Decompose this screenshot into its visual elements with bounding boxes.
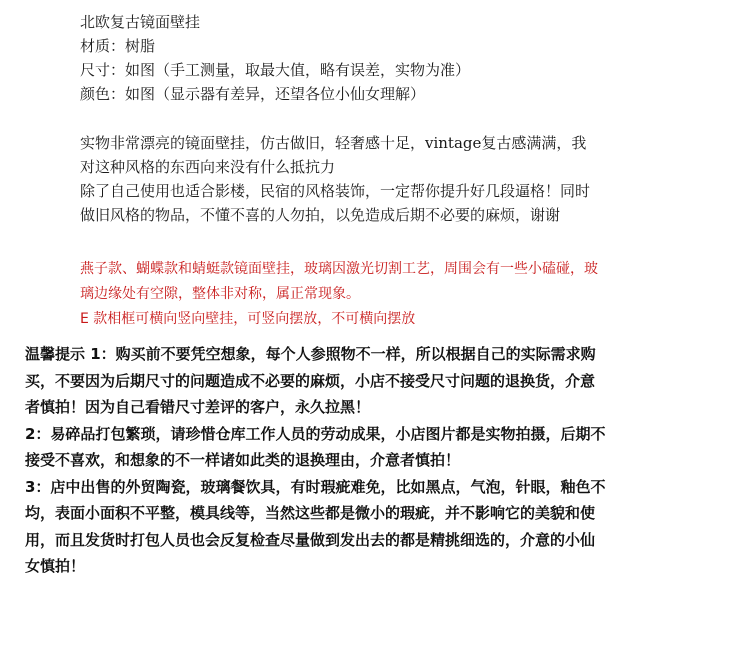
warm-notice-section [25, 341, 730, 580]
description-line: 对这种风格的东西向来没有什么抵抗力 [80, 158, 336, 176]
color-line: 颜色：如图（显示器有差异，还望各位小仙女理解） [80, 85, 426, 103]
description-line: 除了自己使用也适合影楼，民宿的风格装饰，一定帮你提升好几段逼格！同时 [80, 182, 591, 200]
notice-line: 买，不要因为后期尺寸的问题造成不必要的麻烦，小店不接受尺寸问题的退换货，介意 [25, 371, 596, 390]
notice-line: 3：店中出售的外贸陶瓷，玻璃餐饮具，有时瑕疵难免，比如黑点，气泡，针眼，釉色不 [25, 477, 606, 496]
red-note-line: 燕子款、蝴蝶款和蜻蜓款镜面壁挂，玻璃因激光切割工艺，周围会有一些小磕碰，玻 [80, 261, 598, 277]
material-line: 材质：树脂 [80, 37, 156, 55]
red-notes-section [80, 257, 700, 332]
size-line: 尺寸：如图（手工测量，取最大值，略有误差，实物为准） [80, 61, 471, 79]
notice-line: 温馨提示 1：购买前不要凭空想象，每个人参照物不一样，所以根据自己的实际需求购 [25, 345, 596, 363]
red-note-line: E 款相框可横向竖向壁挂，可竖向摆放，不可横向摆放 [80, 311, 416, 327]
description-section [80, 131, 680, 227]
description-line: 实物非常漂亮的镜面壁挂，仿古做旧，轻奢感十足，vintage复古感满满，我 [80, 134, 587, 152]
notice-line: 女慎拍！ [25, 557, 86, 575]
notice-line: 2：易碎品打包繁琐，请珍惜仓库工作人员的劳动成果，小店图片都是实物拍摄，后期不 [25, 424, 606, 443]
red-note-line: 璃边缘处有空隙，整体非对称，属正常现象。 [80, 286, 360, 302]
spec-section [80, 10, 680, 106]
notice-line: 接受不喜欢，和想象的不一样诸如此类的退换理由，介意者慎拍！ [25, 451, 461, 469]
notice-line: 均，表面小面积不平整，模具线等，当然这些都是微小的瑕疵，并不影响它的美貌和使 [25, 504, 596, 522]
notice-line: 者慎拍！因为自己看错尺寸差评的客户，永久拉黑！ [25, 398, 371, 416]
description-line: 做旧风格的物品，不懂不喜的人勿拍，以免造成后期不必要的麻烦，谢谢 [80, 206, 561, 224]
notice-line: 用，而且发货时打包人员也会反复检查尽量做到发出去的都是精挑细选的，介意的小仙 [25, 530, 596, 549]
product-title: 北欧复古镜面壁挂 [80, 13, 201, 31]
